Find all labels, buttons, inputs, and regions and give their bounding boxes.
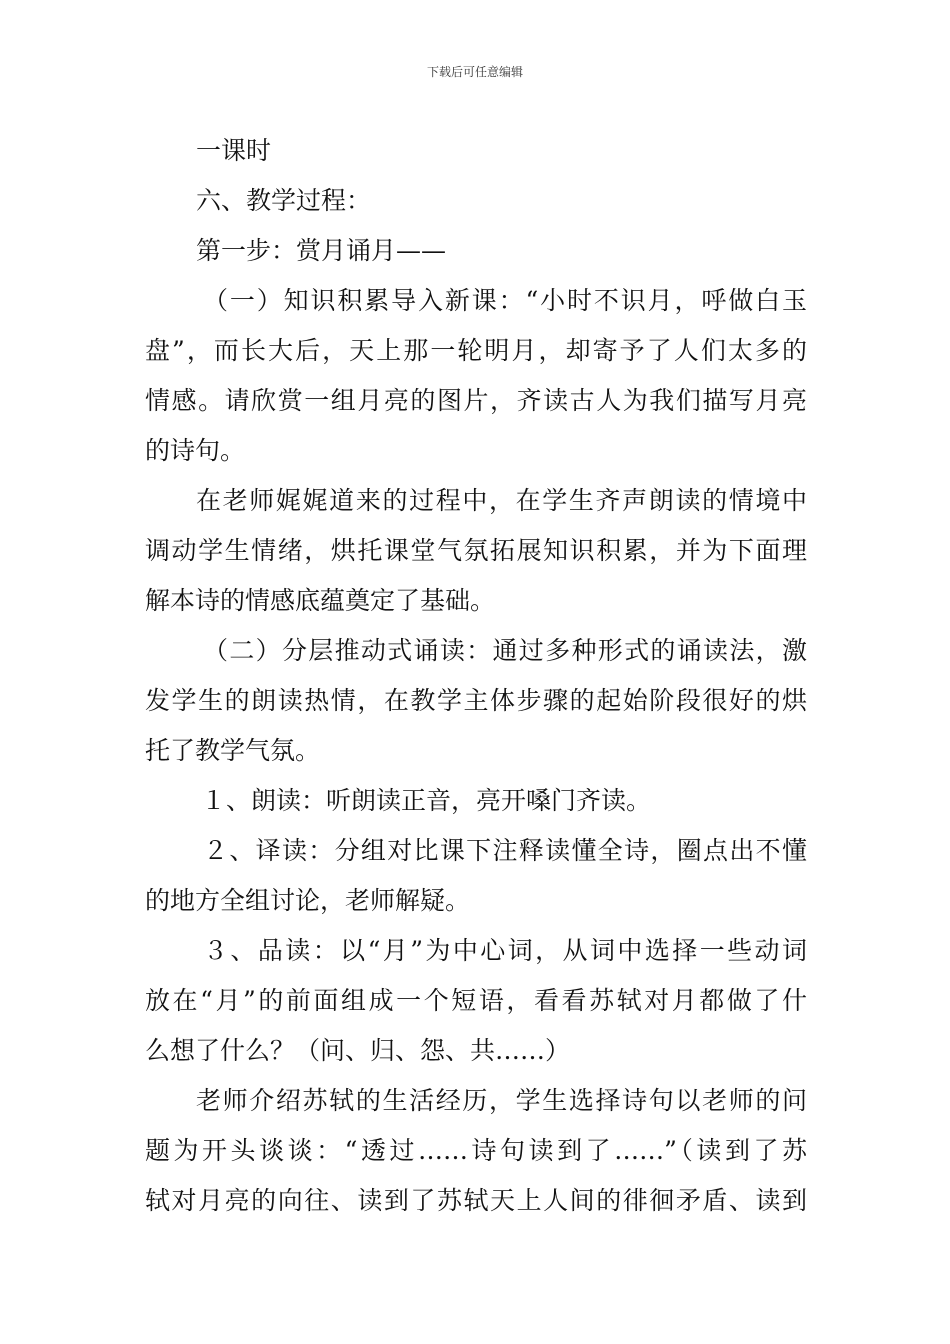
text-line: 老师介绍苏轼的生活经历，学生选择诗句以老师的问: [196, 1086, 807, 1115]
page-header: 下载后可任意编辑: [426, 65, 523, 79]
text-line: 的诗句。: [145, 436, 246, 465]
text-line: 么想了什么？（问、归、怨、共……）: [145, 1036, 571, 1065]
text-line: 盘”，而长大后，天上那一轮明月，却寄予了人们太多的: [145, 336, 807, 365]
section-heading: 六、教学过程：: [196, 186, 372, 215]
text-line: 题为开头谈谈：“透过……诗句读到了……”（读到了苏: [145, 1136, 807, 1165]
list-item: １、朗读：听朗读正音，亮开嗓门齐读。: [201, 786, 652, 815]
text-line: 放在“月”的前面组成一个短语，看看苏轼对月都做了什: [145, 986, 807, 1015]
text-line: （二）分层推动式诵读：通过多种形式的诵读法，激: [203, 636, 807, 665]
text-line: 情感。请欣赏一组月亮的图片，齐读古人为我们描写月亮: [145, 386, 807, 415]
step-heading: 第一步：赏月诵月——: [196, 236, 447, 265]
text-line: 托了教学气氛。: [145, 736, 321, 765]
list-item: ３、品读：以“月”为中心词，从词中选择一些动词: [203, 936, 807, 965]
document-body: [145, 126, 807, 1226]
text-line: （一）知识积累导入新课：“小时不识月，呼做白玉: [203, 286, 807, 315]
list-item: ２、译读：分组对比课下注释读懂全诗，圈点出不懂: [203, 836, 807, 865]
text-line: 的地方全组讨论，老师解疑。: [145, 886, 471, 915]
text-line: 在老师娓娓道来的过程中，在学生齐声朗读的情境中: [196, 486, 807, 515]
text-line: 轼对月亮的向往、读到了苏轼天上人间的徘徊矛盾、读到: [145, 1186, 807, 1215]
text-line: 发学生的朗读热情，在教学主体步骤的起始阶段很好的烘: [145, 686, 807, 715]
text-line: 解本诗的情感底蕴奠定了基础。: [145, 586, 496, 615]
text-line: 一课时: [196, 136, 272, 165]
text-line: 调动学生情绪，烘托课堂气氛拓展知识积累，并为下面理: [145, 536, 807, 565]
